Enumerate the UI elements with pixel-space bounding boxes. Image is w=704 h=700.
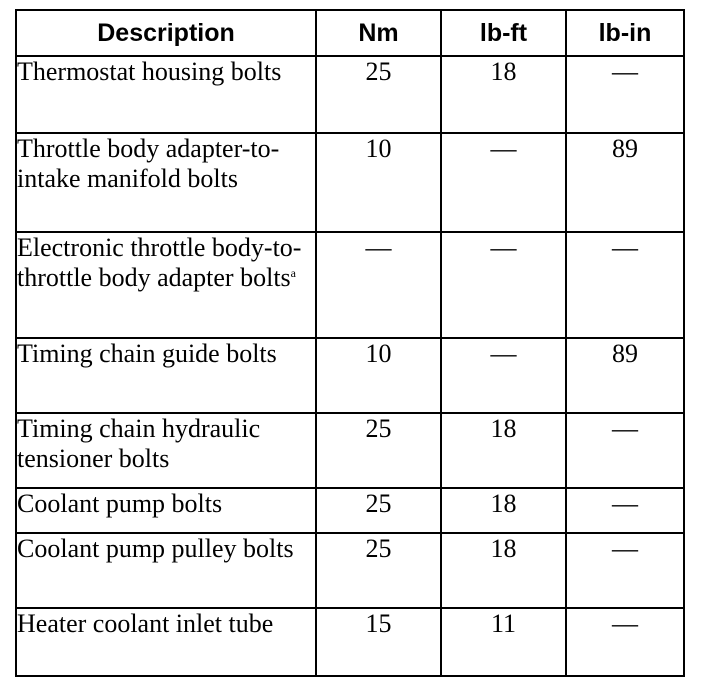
- row-nm: 25: [316, 56, 441, 133]
- row-description: Thermostat housing bolts: [16, 56, 316, 133]
- table-row: [16, 608, 684, 676]
- row-lb-in: —: [566, 232, 684, 338]
- row-description: Heater coolant inlet tube: [16, 608, 316, 676]
- row-lb-ft: —: [441, 232, 566, 338]
- row-lb-in: 89: [566, 133, 684, 232]
- row-lb-in: —: [566, 608, 684, 676]
- footnote-marker: a: [290, 266, 296, 280]
- row-description: Timing chain hydraulic tensioner bolts: [16, 413, 316, 488]
- row-nm: 15: [316, 608, 441, 676]
- row-lb-ft: —: [441, 133, 566, 232]
- header-nm: Nm: [316, 10, 441, 56]
- row-nm: 25: [316, 413, 441, 488]
- row-description: [16, 232, 316, 338]
- header-lb-ft: lb-ft: [441, 10, 566, 56]
- table-row: [16, 533, 684, 608]
- row-lb-ft: 18: [441, 56, 566, 133]
- row-lb-in: 89: [566, 338, 684, 413]
- row-lb-ft: —: [441, 338, 566, 413]
- row-lb-ft: 18: [441, 488, 566, 533]
- row-lb-ft: 18: [441, 413, 566, 488]
- row-lb-ft: 18: [441, 533, 566, 608]
- row-description: Throttle body adapter-to-intake manifold bolts: [16, 133, 316, 232]
- row-nm: —: [316, 232, 441, 338]
- table-row: [16, 56, 684, 133]
- row-lb-in: —: [566, 56, 684, 133]
- row-description-text: Electronic throttle body-to-throttle body adapter bolts: [17, 233, 302, 292]
- row-nm: 25: [316, 533, 441, 608]
- torque-spec-table: [15, 9, 685, 677]
- row-nm: 10: [316, 133, 441, 232]
- header-lb-in: lb-in: [566, 10, 684, 56]
- row-lb-in: —: [566, 533, 684, 608]
- row-lb-in: —: [566, 413, 684, 488]
- row-nm: 10: [316, 338, 441, 413]
- header-description: Description: [16, 10, 316, 56]
- table-row: [16, 232, 684, 338]
- row-lb-in: —: [566, 488, 684, 533]
- row-description: Coolant pump bolts: [16, 488, 316, 533]
- row-description: Timing chain guide bolts: [16, 338, 316, 413]
- row-nm: 25: [316, 488, 441, 533]
- header-row: [16, 10, 684, 56]
- row-description: Coolant pump pulley bolts: [16, 533, 316, 608]
- table-row: [16, 338, 684, 413]
- table-row: [16, 133, 684, 232]
- row-lb-ft: 11: [441, 608, 566, 676]
- table-row: [16, 413, 684, 488]
- table-row: [16, 488, 684, 533]
